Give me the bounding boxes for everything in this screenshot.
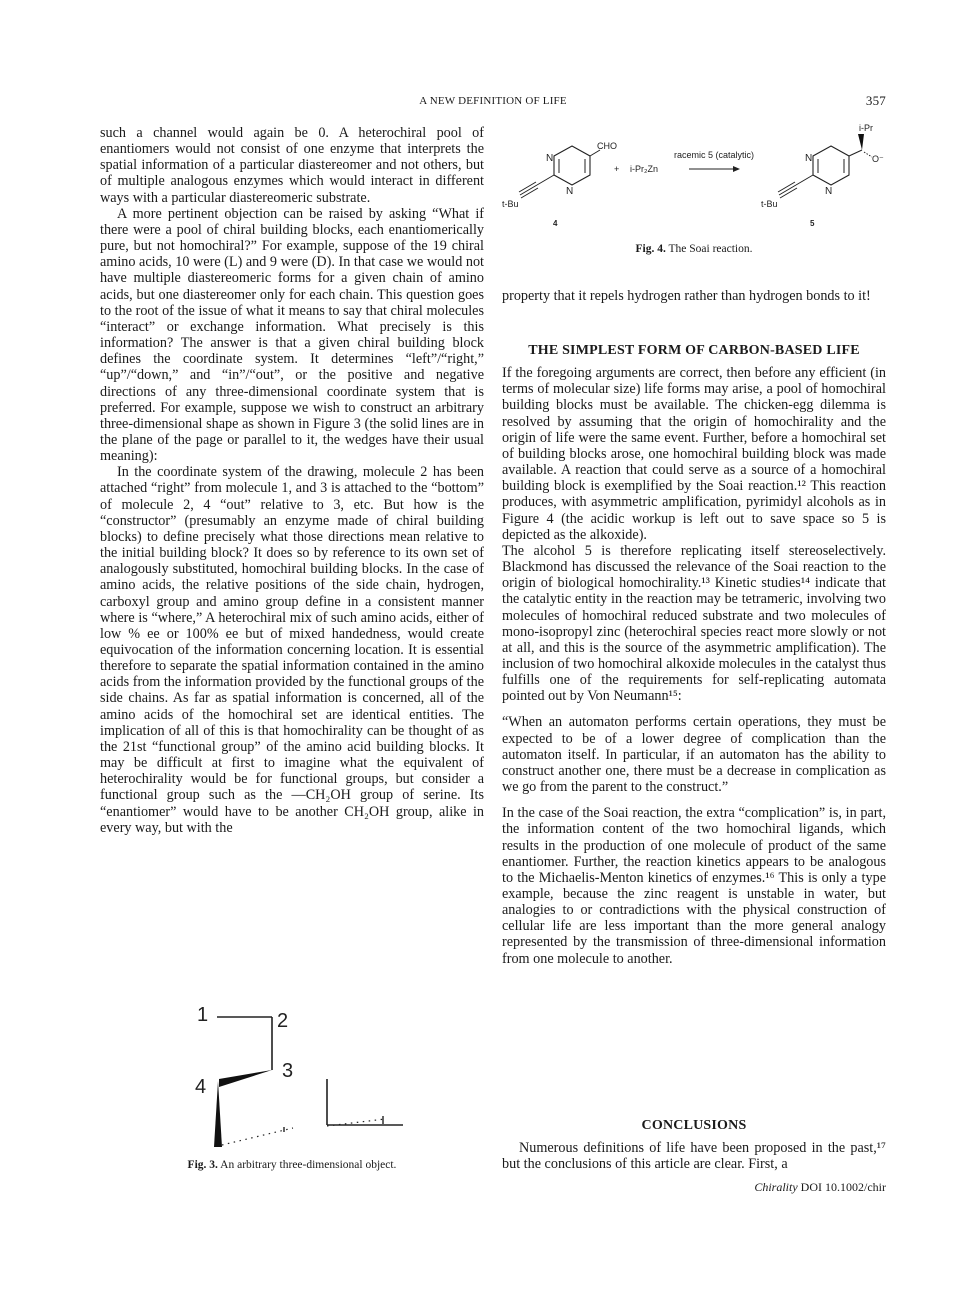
paragraph: property that it repels hydrogen rather than hydrogen bonds to it! xyxy=(502,288,871,304)
block-quote: “When an automaton performs certain operations, they must be expected to be of a lower degree of complication than the automaton itself. In particular, if an automaton has the ability to construct another one, there must be a decrease in complication as we go from the parent to the construct.” xyxy=(502,714,886,796)
fig3-label-1: 1 xyxy=(197,1004,209,1026)
product-wedge xyxy=(858,134,864,150)
left-column xyxy=(100,125,484,836)
arrow-label: racemic 5 (catalytic) xyxy=(674,150,755,160)
paragraph: Numerous definitions of life have been proposed in the past,¹⁷ but the conclusions of this article are clear. First, a xyxy=(502,1140,886,1173)
journal-name: Chirality xyxy=(754,1180,798,1194)
page-number: 357 xyxy=(865,93,886,108)
paragraph: The alcohol 5 is therefore replicating itself stereoselectively. Blackmond has discussed the relevance of the Soai reaction to the origin of biological homochirality.¹³ Kinetic studies¹⁴ indicate that the catalytic entity in the reaction may be tetrameric, involving two molecules of homochiral reduced substrate and two molecules of mono-isopropyl zinc (heterochiral species react more slowly or not at all, and this is the source of the asymmetric amplification). The inclusion of two homochiral alkoxide molecules in the catalyst thus fulfills one of the requirements for self-replicating automata pointed out by Von Neumann¹⁵: xyxy=(502,542,886,705)
doi: DOI 10.1002/chir xyxy=(800,1180,886,1194)
fig3-label-4: 4 xyxy=(195,1076,207,1098)
reagent-zinc: i-Pr₂Zn xyxy=(630,164,658,174)
reaction-arrow-head xyxy=(733,166,740,172)
atom-n: N xyxy=(825,186,833,197)
reagent-cho: CHO xyxy=(597,141,617,151)
compound-4-label: 4 xyxy=(553,219,558,228)
section-heading: THE SIMPLEST FORM OF CARBON-BASED LIFE xyxy=(528,343,860,358)
right-column-continuation xyxy=(502,288,886,304)
running-title: A NEW DEFINITION OF LIFE xyxy=(419,95,567,107)
atom-n: N xyxy=(546,153,554,164)
figure-4-caption-text: The Soai reaction. xyxy=(668,243,753,255)
atom-n: N xyxy=(805,153,813,164)
reagent-plus: + xyxy=(614,164,620,174)
right-column-section-1 xyxy=(502,343,886,967)
running-head xyxy=(100,95,886,111)
tbu-label: t-Bu xyxy=(761,199,778,209)
atom-n: N xyxy=(566,186,574,197)
fig3-label-2: 2 xyxy=(277,1010,289,1032)
figure-4-caption-label: Fig. 4. xyxy=(635,243,666,255)
paragraph: In the coordinate system of the drawing, molecule 2 has been attached “right” from molecule 1, and 3 is attached to the “bottom” of molecule 2, 4 “out” relative to 3, etc. But how is the “constructor” (presumably an enzyme made of chiral building blocks) to define precisely what those directions mean relative to the initial building block? It does so by reference to its own set of analogously substituted, homochiral building blocks. In the case of amino acids, the relative positions of the side chain, hydrogen, carboxyl group and amino group define in a consistent manner where is “where,” A heterochiral mix of such amino acids, either of low % ee or 100% ee but of mixed handedness, would create equivocation of the information concerning location. It is essential therefore to separate the spatial information contained in the amino acids from the information provided by the functional groups of the side chains. As far as spatial information is concerned, all of the amino acids of the homochiral set are identical entities. The implication of all of this is that homochirality can be thought of as the 21st “functional group” of the amino acid building blocks. It may be difficult at first to imagine what the equivalent of heterochirality would be for functional groups, but consider a functional group such as the —CH₂OH group of serine. Its “enantiomer” would have to be another CH₂OH group, alike in every way, but with the xyxy=(100,464,484,836)
figure-3-caption xyxy=(100,1159,484,1171)
fig3-wedge xyxy=(219,1070,272,1087)
fig3-label-3: 3 xyxy=(282,1060,294,1082)
paragraph: If the foregoing arguments are correct, then before any efficient (in terms of molecular size) life forms may arise, a pool of homochiral building blocks must be available. The chicken-egg dilemma is resolved by assuming that the origin of homochirality and the origin of life were the same event. Further, before a homochiral set of building blocks arose, one homochiral building block was made available. A reaction that could serve as a source of a homochiral building block is exemplified by the Soai reaction.¹² This reaction produces, with asymmetric amplification, pyrimidyl alcohols as in Figure 4 (the acidic workup is left out to save space so 5 is depicted as the alkoxide). xyxy=(502,365,886,543)
figure-3-drawing xyxy=(185,995,405,1155)
figure-3-caption-label: Fig. 3. xyxy=(187,1159,218,1171)
product-alkoxide: O⁻ xyxy=(872,154,884,164)
right-column-conclusions xyxy=(502,1118,886,1172)
figure-4-caption xyxy=(502,243,886,255)
product-ipr: i-Pr xyxy=(859,123,873,133)
tbu-label: t-Bu xyxy=(502,199,519,209)
compound-5-label: 5 xyxy=(810,219,815,228)
fig3-wedge-vertical xyxy=(214,1081,222,1147)
paragraph: In the case of the Soai reaction, the extra “complication” is, in part, the information content of the two homochiral ligands, which results in the production of one molecule of product of the same enantiomer. Further, the reaction kinetics appears to be analogous to the Michaelis-Menton kinetics of enzymes.¹⁶ This is only a type example, because the zinc reagent is unstable in water, but analogies to or contradictions with the physical construction of cellular life are less important than the more general analogy represented by the transmission of three-dimensional information from one molecule to another. xyxy=(502,805,886,967)
paragraph: A more pertinent objection can be raised by asking “What if there were a pool of chiral building blocks, each enantiomerically pure, but not homochiral?” For example, suppose of the 19 chiral amino acids, 10 were (L) and 9 were (D). In that case we would not have multiple diastereomeric forms for a given chain of amino acids, but one diastereomer only for each chain. This question goes to the root of the issue of what it means to say that chiral molecules “interact” or exchange information. What precisely is this information? The answer is that a given chiral building block defines the coordinate system. It determines “left”/“right,” “up”/“down,” and “in”/“out”, or the positive and negative directions of any three-dimensional coordinate system that is preferred. For example, suppose we wish to construct an arbitrary three-dimensional shape as shown in Figure 3 (the solid lines are in the plane of the page or parallel to it, the wedges have their usual meaning): xyxy=(100,205,484,465)
paragraph: such a channel would again be 0. A heterochiral pool of enantiomers would not consist of one enzyme that interprets the spatial information of a particular diastereomer and not others, but of multiple analogous enzymes which would interact in different ways with a particular diastereomeric substrate. xyxy=(100,125,484,206)
figure-4-scheme xyxy=(502,120,886,232)
section-heading: CONCLUSIONS xyxy=(641,1118,747,1133)
figure-3-caption-text: An arbitrary three-dimensional object. xyxy=(220,1159,397,1171)
journal-footer xyxy=(754,1180,886,1195)
